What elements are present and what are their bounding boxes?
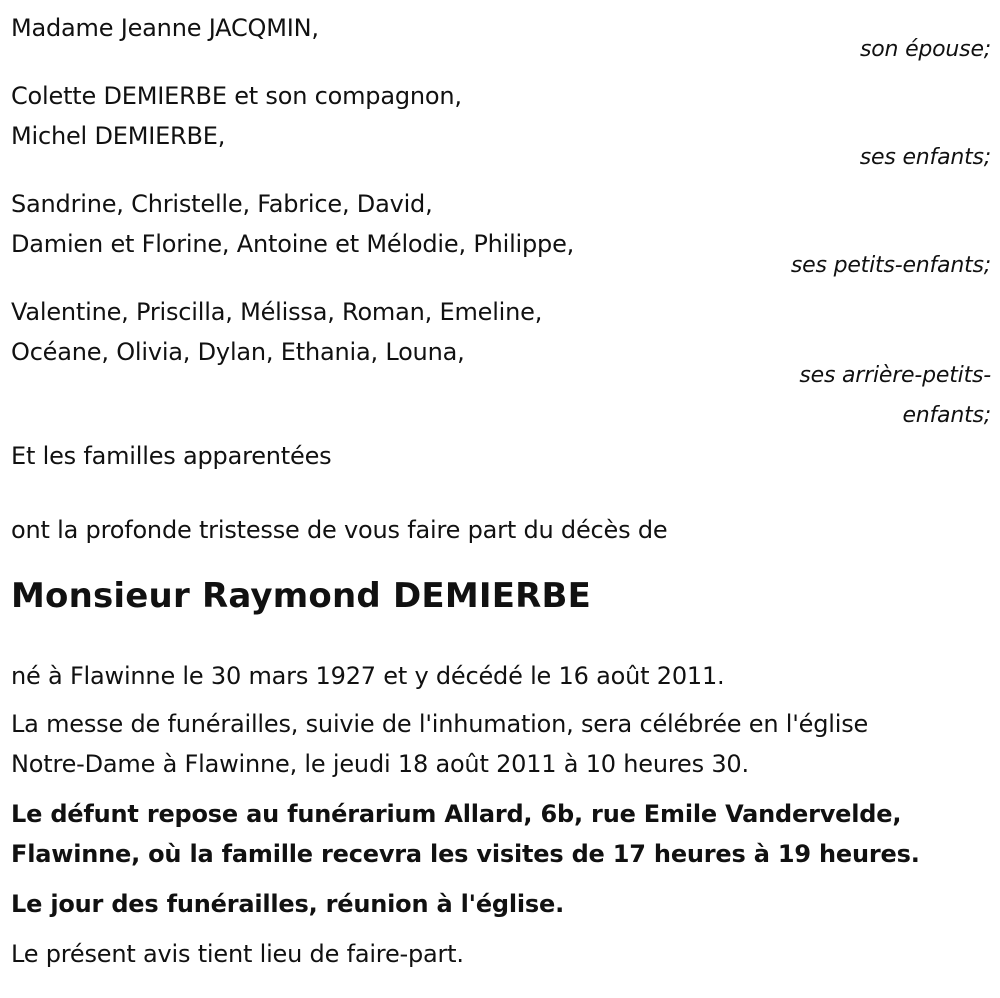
great-grandchildren-role-continued: enfants; bbox=[902, 403, 991, 428]
spouse-role: son épouse; bbox=[860, 37, 991, 62]
repose-line: Le défunt repose au funérarium Allard, 6b, rue Emile Vandervelde, bbox=[11, 800, 902, 828]
funeral-meeting: Le jour des funérailles, réunion à l'église. bbox=[11, 890, 565, 918]
spouse-name: Madame Jeanne JACQMIN, bbox=[11, 14, 319, 42]
child-line: Michel DEMIERBE, bbox=[11, 122, 226, 150]
great-grandchild-line: Valentine, Priscilla, Mélissa, Roman, Emeline, bbox=[11, 298, 543, 326]
repose-line: Flawinne, où la famille recevra les visites de 17 heures à 19 heures. bbox=[11, 840, 920, 868]
obituary-notice bbox=[11, 8, 991, 974]
faire-part-notice: Le présent avis tient lieu de faire-part. bbox=[11, 940, 464, 968]
child-line: Colette DEMIERBE et son compagnon, bbox=[11, 82, 462, 110]
announcement-intro: ont la profonde tristesse de vous faire part du décès de bbox=[11, 516, 668, 544]
related-families: Et les familles apparentées bbox=[11, 442, 332, 470]
funeral-line: La messe de funérailles, suivie de l'inhumation, sera célébrée en l'église bbox=[11, 710, 869, 738]
great-grandchildren-role: ses arrière-petits- bbox=[799, 363, 991, 388]
grandchild-line: Sandrine, Christelle, Fabrice, David, bbox=[11, 190, 433, 218]
grandchildren-role: ses petits-enfants; bbox=[790, 253, 991, 278]
grandchild-line: Damien et Florine, Antoine et Mélodie, Philippe, bbox=[11, 230, 575, 258]
deceased-name: Monsieur Raymond DEMIERBE bbox=[11, 576, 592, 616]
great-grandchild-line: Océane, Olivia, Dylan, Ethania, Louna, bbox=[11, 338, 465, 366]
funeral-line: Notre-Dame à Flawinne, le jeudi 18 août 2011 à 10 heures 30. bbox=[11, 750, 749, 778]
children-role: ses enfants; bbox=[859, 145, 991, 170]
birth-death-line: né à Flawinne le 30 mars 1927 et y décédé le 16 août 2011. bbox=[11, 662, 725, 690]
